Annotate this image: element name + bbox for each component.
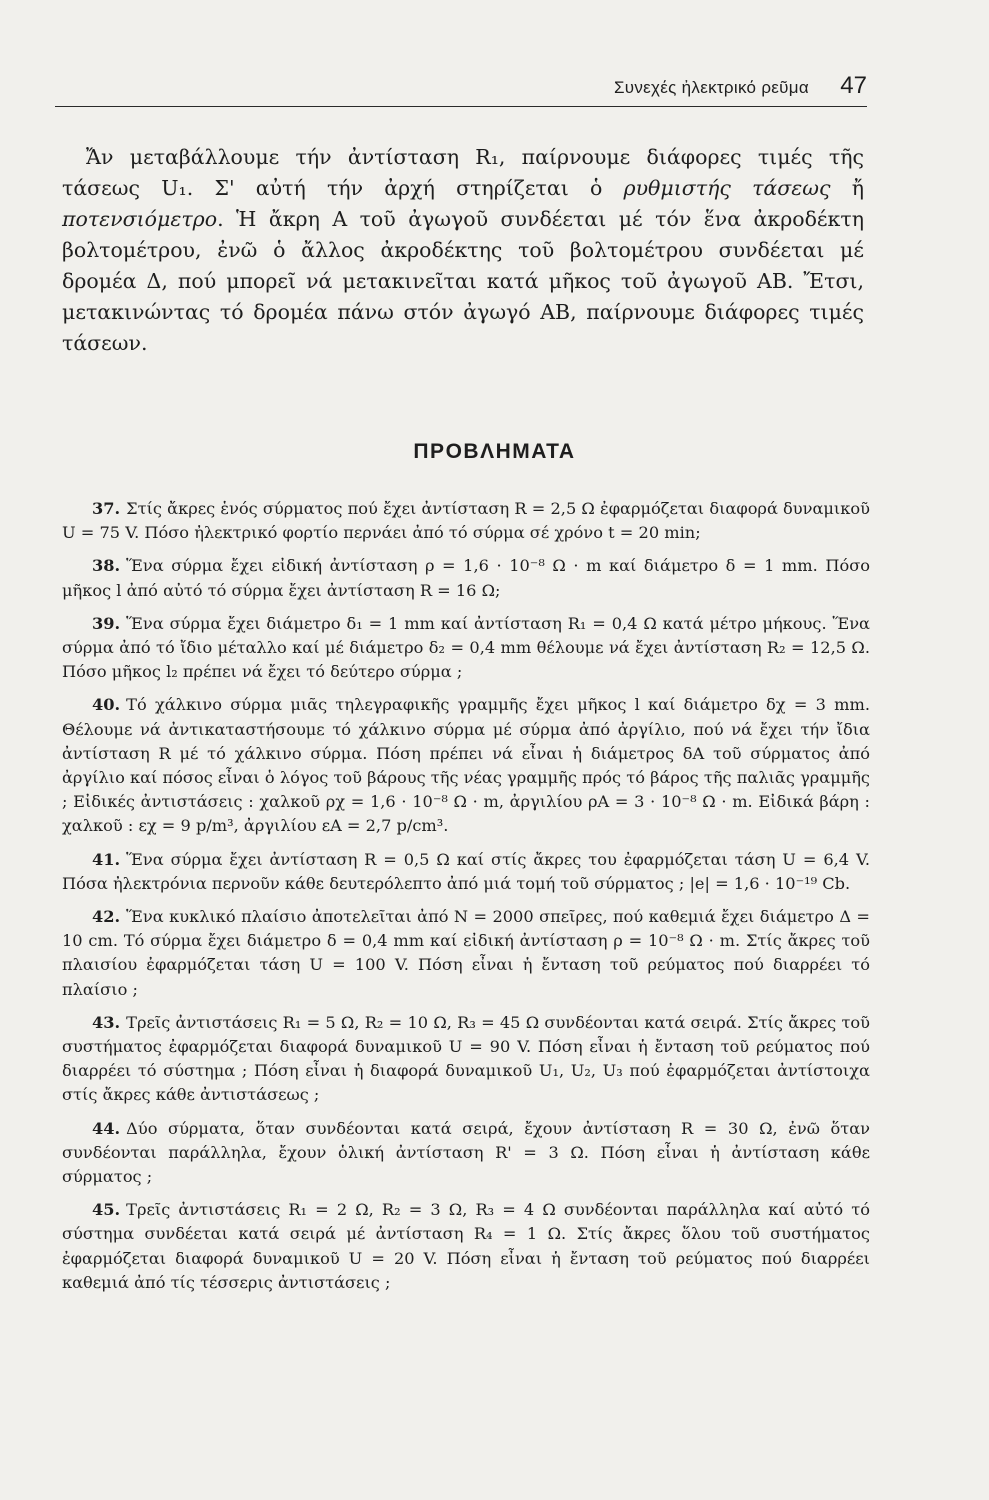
problem-number: 44. — [92, 1118, 121, 1138]
problem-text: Δύο σύρματα, ὅταν συνδέονται κατά σειρά, ἔχουν ἀντίσταση R = 30 Ω, ἐνῶ ὅταν συνδέονται παράλληλα, ἔχουν ὁλική ἀντίσταση R' = 3 Ω. Πόση εἶναι ἡ ἀντίσταση κάθε σύρματος ; — [62, 1118, 870, 1187]
problem-44 — [62, 1117, 870, 1190]
problem-text: Ἕνα σύρμα ἔχει διάμετρο δ₁ = 1 mm καί ἀντίσταση R₁ = 0,4 Ω κατά μέτρο μήκους. Ἕνα σύρμα ἀπό τό ἴδιο μέταλλο καί μέ διάμετρο δ₂ = 0,4 mm θέλουμε νά ἔχει ἀντίσταση R₂ = 12,5 Ω. Πόσο μῆκος l₂ πρέπει νά ἔχει τό δεύτερο σύρμα ; — [62, 613, 870, 682]
intro-paragraph — [62, 142, 864, 359]
problem-text: Τό χάλκινο σύρμα μιᾶς τηλεγραφικῆς γραμμῆς ἔχει μῆκος l καί διάμετρο δχ = 3 mm. Θέλουμε νά ἀντικαταστήσουμε τό χάλκινο σύρμα μέ σύρμα ἀπό ἀργίλιο, πού νά ἔχει τήν ἴδια ἀντίσταση R μέ τό χάλκινο σύρμα. Πόση πρέπει νά εἶναι ἡ διάμετρος δA τοῦ σύρματος ἀπό ἀργίλιο καί πόσος εἶναι ὁ λόγος τοῦ βάρους τῆς νέας γραμμῆς πρός τό βάρος τῆς παλιᾶς γραμμῆς ; Εἰδικές ἀντιστάσεις : χαλκοῦ ρχ = 1,6 · 10⁻⁸ Ω · m, ἀργιλίου ρA = 3 · 10⁻⁸ Ω · m. Εἰδικά βάρη : χαλκοῦ : εχ = 9 p/m³, ἀργιλίου εA = 2,7 p/cm³. — [62, 695, 870, 836]
problem-number: 40. — [92, 695, 121, 715]
problem-text: Τρεῖς ἀντιστάσεις R₁ = 2 Ω, R₂ = 3 Ω, R₃ = 4 Ω συνδέονται παράλληλα καί αὐτό τό σύστημα συνδέεται κατά σειρά μέ ἀντίσταση R₄ = 1 Ω. Στίς ἄκρες ὅλου τοῦ συστήματος ἐφαρμόζεται διαφορά δυναμικοῦ U = 20 V. Πόση εἶναι ἡ ἔνταση τοῦ ρεύματος πού διαρρέει καθεμιά ἀπό τίς τέσσερις ἀντιστάσεις ; — [62, 1200, 870, 1292]
problem-40 — [62, 693, 870, 838]
section-title: ΠΡΟΒΛΗΜΑΤΑ — [413, 440, 576, 463]
intro-term-2: ποτενσιόμετρο — [62, 207, 218, 231]
problem-number: 42. — [92, 907, 121, 927]
problem-text: Ἕνα σύρμα ἔχει ἀντίσταση R = 0,5 Ω καί στίς ἄκρες του ἐφαρμόζεται τάση U = 6,4 V. Πόσα ἠλεκτρόνια περνοῦν κάθε δευτερόλεπτο ἀπό μιά τομή τοῦ σύρματος ; |e| = 1,6 · 10⁻¹⁹ Cb. — [62, 849, 870, 893]
intro-text-1: Ἄν μεταβάλλουμε τήν ἀντίσταση R₁, παίρνουμε διάφορες τιμές τῆς τάσεως U₁. Σ' αὐτή τήν ἀρχή στηρίζεται ὁ — [62, 145, 864, 200]
header-title: Συνεχές ἠλεκτρικό ρεῦμα — [613, 78, 809, 97]
problem-number: 41. — [92, 849, 121, 869]
problem-number: 39. — [92, 613, 121, 633]
problem-43 — [62, 1011, 870, 1108]
problem-number: 45. — [92, 1200, 121, 1220]
intro-term-1: ρυθμιστής τάσεως — [623, 176, 831, 200]
problem-37 — [62, 497, 870, 545]
problem-text: Ἕνα σύρμα ἔχει εἰδική ἀντίσταση ρ = 1,6 · 10⁻⁸ Ω · m καί διάμετρο δ = 1 mm. Πόσο μῆκος l ἀπό αὐτό τό σύρμα ἔχει ἀντίσταση R = 16 Ω; — [62, 556, 870, 600]
problem-number: 38. — [92, 556, 121, 576]
page-number: 47 — [840, 72, 867, 99]
problem-text: Τρεῖς ἀντιστάσεις R₁ = 5 Ω, R₂ = 10 Ω, R₃ = 45 Ω συνδέονται κατά σειρά. Στίς ἄκρες τοῦ συστήματος ἐφαρμόζεται διαφορά δυναμικοῦ U = 90 V. Πόση εἶναι ἡ ἔνταση τοῦ ρεύματος πού διαρρέει τό σύστημα ; Πόση εἶναι ἡ διαφορά δυναμικοῦ U₁, U₂, U₃ πού ἐφαρμόζεται ἀντίστοιχα στίς ἄκρες κάθε ἀντιστάσεως ; — [62, 1012, 870, 1105]
intro-text-3: . Ἡ ἄκρη Α τοῦ ἀγωγοῦ συνδέεται μέ τόν ἕνα ἀκροδέκτη βολτομέτρου, ἐνῶ ὁ ἄλλος ἀκροδέκτης τοῦ βολτομέτρου συνδέεται μέ δρομέα Δ, πού μπορεῖ νά μετακινεῖται κατά μῆκος τοῦ ἀγωγοῦ ΑΒ. Ἔτσι, μετακινώντας τό δρομέα πάνω στόν ἀγωγό ΑΒ, παίρνουμε διάφορες τιμές τάσεων. — [62, 207, 864, 355]
problem-41 — [62, 848, 870, 896]
problem-text: Στίς ἄκρες ἑνός σύρματος πού ἔχει ἀντίσταση R = 2,5 Ω ἐφαρμόζεται διαφορά δυναμικοῦ U = 75 V. Πόσο ἠλεκτρικό φορτίο περνάει ἀπό τό σύρμα σέ χρόνο t = 20 min; — [62, 499, 870, 543]
problem-number: 43. — [92, 1012, 121, 1032]
problem-42 — [62, 905, 870, 1002]
header-rule — [55, 106, 867, 107]
problem-text: Ἕνα κυκλικό πλαίσιο ἀποτελεῖται ἀπό Ν = 2000 σπεῖρες, πού καθεμιά ἔχει διάμετρο Δ = 10 cm. Τό σύρμα ἔχει διάμετρο δ = 0,4 mm καί εἰδική ἀντίσταση ρ = 10⁻⁸ Ω · m. Στίς ἄκρες τοῦ πλαισίου ἐφαρμόζεται τάση U = 100 V. Πόση εἶναι ἡ ἔνταση τοῦ ρεύματος πού διαρρέει τό πλαίσιο ; — [62, 907, 870, 999]
problem-list — [62, 497, 870, 1304]
running-header — [60, 72, 867, 102]
problem-45 — [62, 1198, 870, 1295]
problem-39 — [62, 612, 870, 685]
intro-text-2: ἤ — [830, 176, 864, 200]
problem-38 — [62, 554, 870, 602]
problem-number: 37. — [92, 499, 121, 518]
